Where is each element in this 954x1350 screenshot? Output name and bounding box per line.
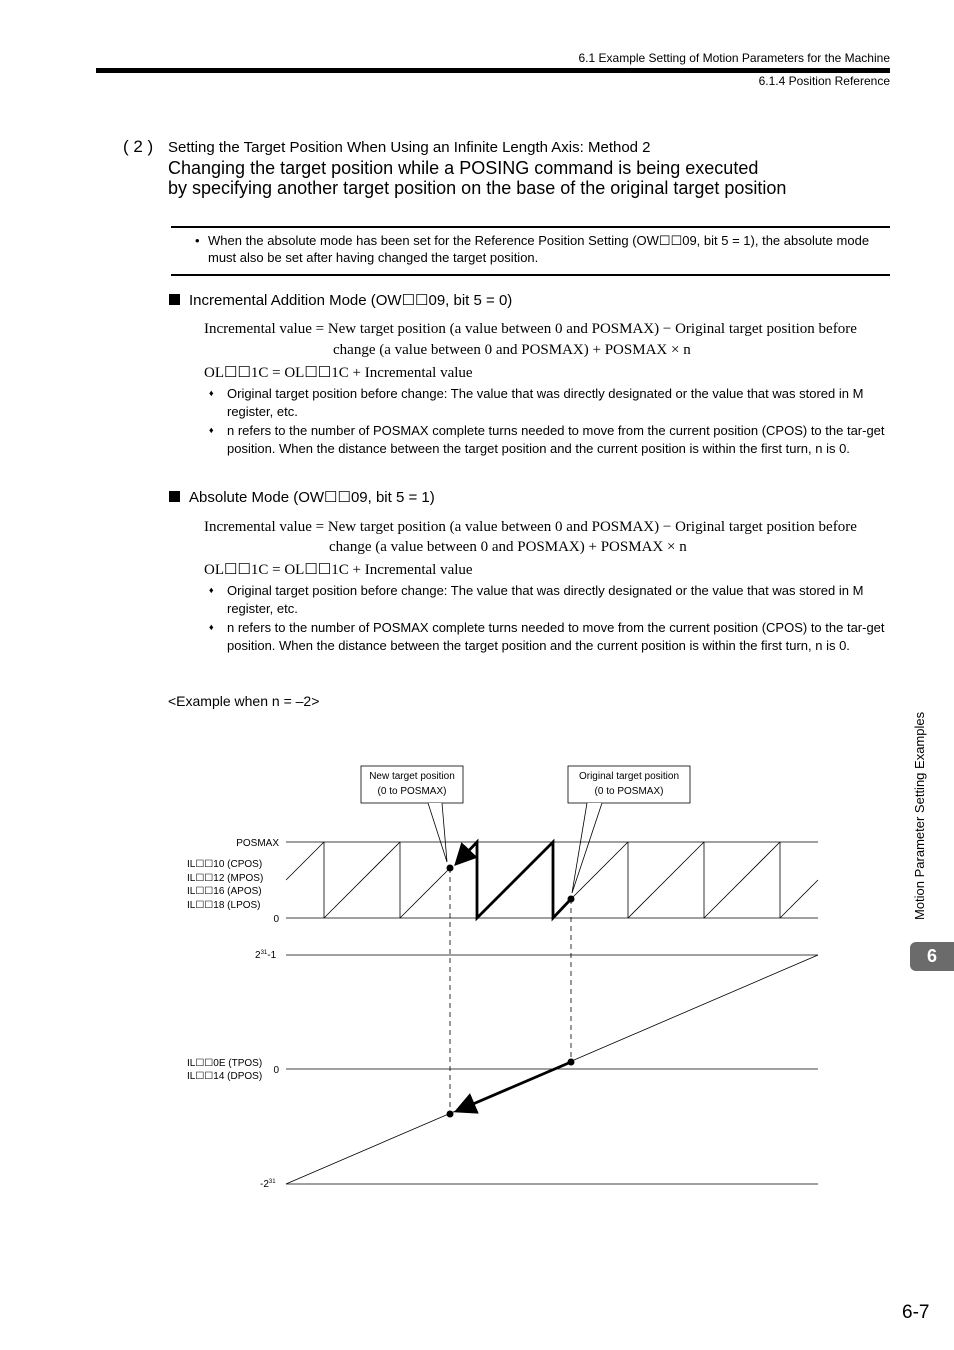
absolute-formula-line3: OL☐☐1C = OL☐☐1C + Incremental value — [204, 562, 473, 578]
section-title: Setting the Target Position When Using an Infinite Length Axis: Method 2 — [168, 139, 651, 156]
absolute-mode-heading-text: Absolute Mode (OW☐☐09, bit 5 = 1) — [189, 489, 435, 506]
label-posmax: POSMAX — [236, 838, 279, 849]
callout-new-target-pointer — [428, 803, 447, 862]
label-tpos: IL☐☐0E (TPOS) — [187, 1058, 263, 1069]
label-max: $2^{31}-1$ — [255, 950, 277, 961]
new-target-point-bottom — [447, 1111, 454, 1118]
callout-new-target-line2: (0 to POSMAX) — [377, 786, 447, 797]
label-dpos: IL☐☐14 (DPOS) — [187, 1071, 263, 1082]
label-mpos: IL☐☐12 (MPOS) — [187, 873, 264, 884]
callout-original-target-line1: Original target position — [578, 771, 680, 782]
label-zero-top: 0 — [273, 914, 279, 925]
list-item: ♦ n refers to the number of POSMAX complete turns needed to move from the current position (CPOS) to the tar-get position. When the distance between the target position and the current position is within the first turn, n is 0. — [209, 423, 885, 456]
diamond-bullet-icon: ♦ — [209, 388, 214, 398]
side-tab-label: Motion Parameter Setting Examples — [912, 711, 927, 920]
list-item: ♦ n refers to the number of POSMAX complete turns needed to move from the current position (CPOS) to the tar-get position. When the distance between the target position and the current position is within the first turn, n is 0. — [209, 620, 885, 653]
section-subtitle-line2: by specifying another target position on the base of the original target position — [168, 178, 787, 198]
movement-path-top — [458, 842, 571, 918]
note-body: When the absolute mode has been set for the Reference Position Setting (OW☐☐09, bit 5 = 1), the absolute mode must also be set after having changed the target position. — [208, 233, 870, 265]
diamond-bullet-icon: ♦ — [209, 585, 214, 595]
callout-original-target-line2: (0 to POSMAX) — [594, 786, 664, 797]
list-item: ♦ Original target position before change: The value that was directly designated or the value that was stored in M register, etc. — [209, 583, 864, 616]
label-lpos: IL☐☐18 (LPOS) — [187, 900, 261, 911]
label-min: $-2^{31}$ — [260, 1179, 276, 1190]
incremental-formula-line1: Incremental value = New target position (a value between 0 and POSMAX) − Original target position before — [204, 321, 857, 337]
original-target-point-bottom — [568, 1059, 575, 1066]
label-zero-bottom: 0 — [273, 1065, 279, 1076]
label-cpos: IL☐☐10 (CPOS) — [187, 859, 263, 870]
list-item: ♦ Original target position before change: The value that was directly designated or the value that was stored in M register, etc. — [209, 386, 864, 419]
incremental-mode-heading-text: Incremental Addition Mode (OW☐☐09, bit 5 = 0) — [189, 292, 513, 309]
header-subsection-title: 6.1.4 Position Reference — [758, 74, 890, 88]
example-label: <Example when n = –2> — [168, 693, 320, 709]
callout-original-target-pointer — [572, 803, 602, 893]
section-subtitle-line1: Changing the target position while a POSING command is being executed — [168, 158, 759, 178]
callout-new-target-line1: New target position — [369, 771, 455, 782]
chapter-tab: 6 — [910, 942, 954, 971]
incremental-formula-line3: OL☐☐1C = OL☐☐1C + Incremental value — [204, 365, 473, 381]
note-bullet: • — [195, 233, 200, 248]
header-section-title: 6.1 Example Setting of Motion Parameters for the Machine — [578, 51, 890, 65]
diamond-bullet-icon: ♦ — [209, 622, 214, 632]
page-number: 6-7 — [902, 1302, 930, 1323]
absolute-formula-line2: change (a value between 0 and POSMAX) + POSMAX × n — [329, 539, 687, 555]
label-apos: IL☐☐16 (APOS) — [187, 886, 262, 897]
absolute-formula-line1: Incremental value = New target position (a value between 0 and POSMAX) − Original target position before — [204, 519, 857, 535]
diamond-bullet-icon: ♦ — [209, 425, 214, 435]
section-number: ( 2 ) — [123, 137, 154, 156]
incremental-formula-line2: change (a value between 0 and POSMAX) + POSMAX × n — [333, 342, 691, 358]
